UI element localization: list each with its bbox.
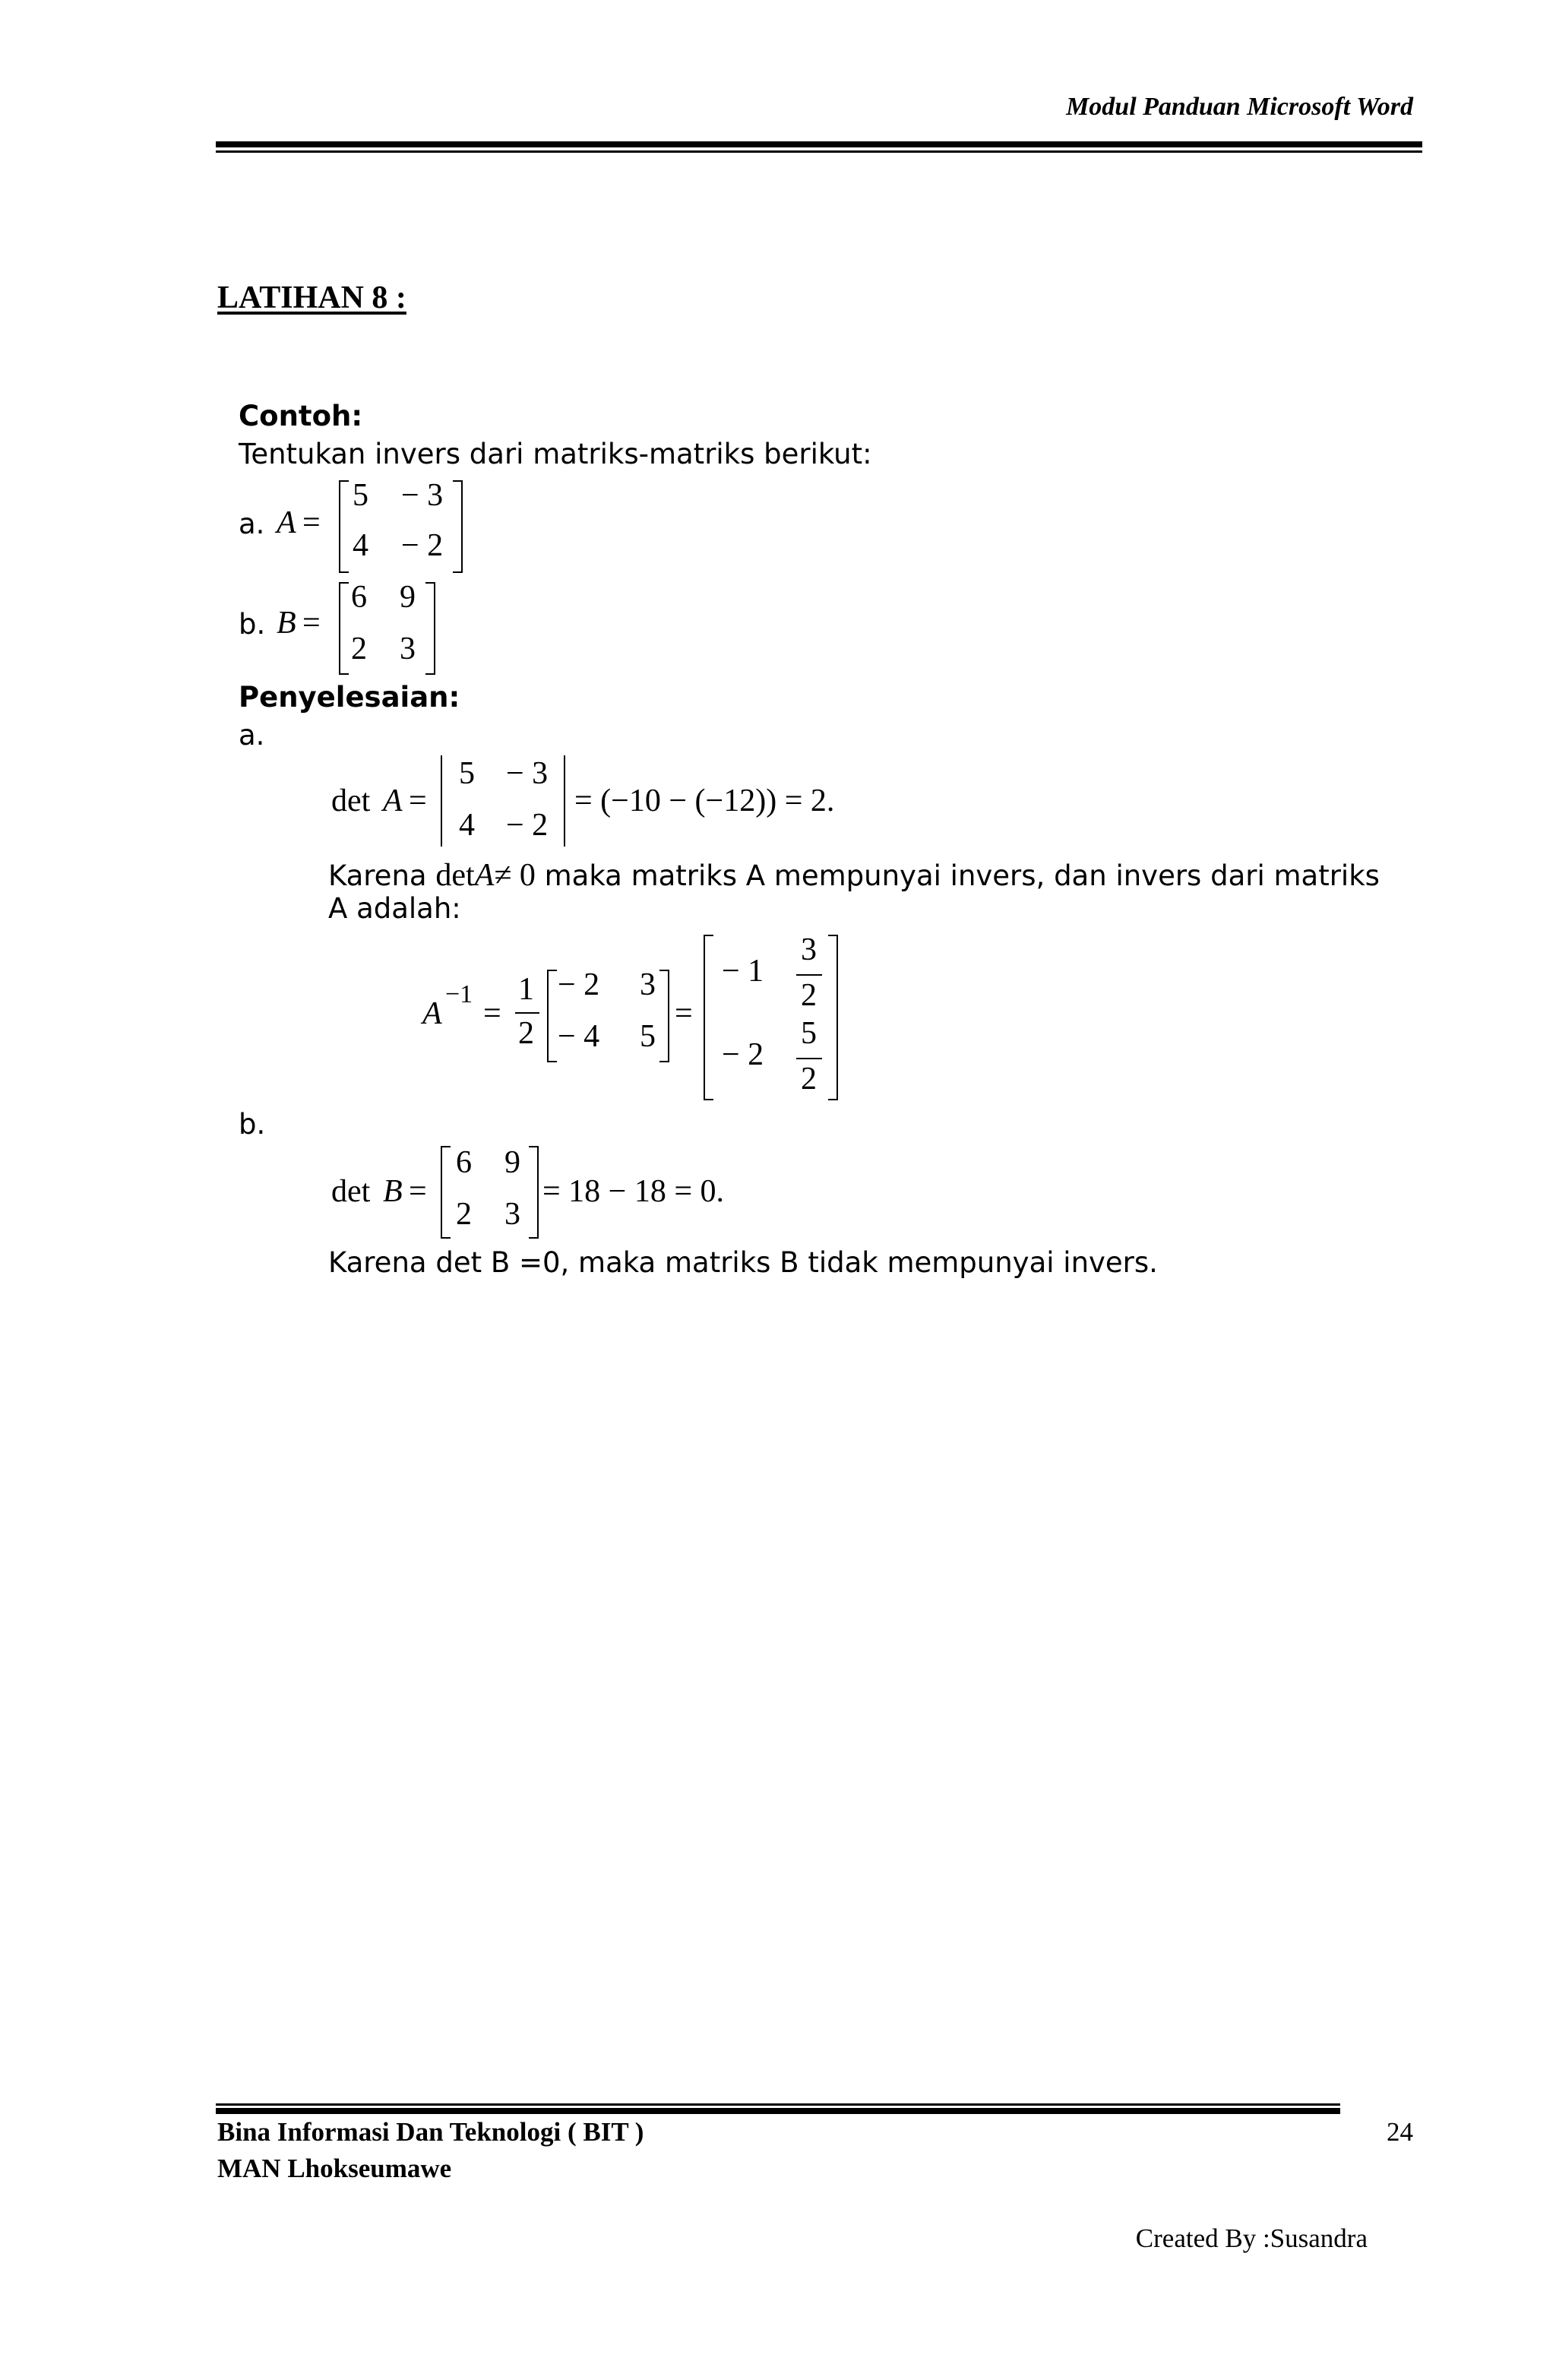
det-b-eq: = xyxy=(409,1174,427,1209)
reason-cond: ≠ 0 xyxy=(494,858,536,893)
inverse-eq: = xyxy=(483,996,501,1031)
matrix-a-right-bracket xyxy=(453,480,463,573)
matrix-b-left-bracket xyxy=(339,582,349,675)
footer-credit: Created By :Susandra xyxy=(1135,2223,1368,2253)
footer-rule-thick xyxy=(216,2108,1340,2114)
det-a-eq: = xyxy=(409,783,427,818)
result-frac-num: 3 xyxy=(801,932,817,967)
adj-right-bracket xyxy=(659,970,669,1062)
item-b-label: b. xyxy=(239,608,266,641)
matrix-b-cell: 3 xyxy=(400,631,416,666)
result-fraction-line xyxy=(796,974,822,976)
matrix-a-cell: 5 xyxy=(353,478,368,513)
matrix-b-cell: 6 xyxy=(351,580,367,615)
matrix-b-name: B xyxy=(277,606,296,641)
matrix-b-cell: 9 xyxy=(400,580,416,615)
adj-cell: − 2 xyxy=(558,967,600,1002)
reason-pre: Karena xyxy=(328,859,427,892)
det-b-cell: 9 xyxy=(504,1145,520,1180)
matrix-a-cell: − 3 xyxy=(401,478,444,513)
det-b-result: = 18 − 18 = 0. xyxy=(542,1174,725,1209)
matrix-a-name: A xyxy=(277,505,296,540)
det-a-text: det xyxy=(331,783,371,818)
det-b-symbol: B xyxy=(383,1174,403,1209)
adj-cell: − 4 xyxy=(558,1019,600,1054)
result-fraction-line xyxy=(796,1058,822,1059)
reason-det: det xyxy=(435,858,475,893)
coef-num: 1 xyxy=(518,972,534,1007)
result-cell: − 2 xyxy=(722,1037,764,1072)
det-a-left-bar xyxy=(441,755,442,847)
footer-org-line1: Bina Informasi Dan Teknologi ( BIT ) xyxy=(217,2117,644,2147)
result-right-bracket xyxy=(828,935,838,1100)
det-b-right-bracket xyxy=(529,1146,539,1239)
page-heading: LATIHAN 8 : xyxy=(217,280,406,315)
header-rule-thick xyxy=(216,141,1422,147)
adj-cell: 3 xyxy=(640,967,656,1002)
matrix-a-eq: = xyxy=(302,505,321,540)
adj-left-bracket xyxy=(547,970,557,1062)
result-frac-den: 2 xyxy=(801,978,817,1013)
reason-post: maka matriks A mempunyai invers, dan invers dari matriks xyxy=(544,859,1380,892)
contoh-label: Contoh: xyxy=(239,400,363,432)
det-b-cell: 2 xyxy=(456,1197,472,1232)
matrix-a-cell: − 2 xyxy=(401,528,444,563)
adj-cell: 5 xyxy=(640,1019,656,1054)
footer-org-line2: MAN Lhokseumawe xyxy=(217,2154,452,2183)
det-a-cell: − 2 xyxy=(506,808,549,843)
result-cell: − 1 xyxy=(722,954,764,989)
coef-den: 2 xyxy=(518,1016,534,1051)
result-eq: = xyxy=(675,996,693,1031)
result-frac-den: 2 xyxy=(801,1062,817,1097)
solution-label: Penyelesaian: xyxy=(239,681,460,714)
det-a-cell: 5 xyxy=(459,756,475,791)
matrix-b-eq: = xyxy=(302,606,321,641)
footer-rule-thin xyxy=(216,2103,1340,2106)
matrix-a-cell: 4 xyxy=(353,528,368,563)
instruction-text: Tentukan invers dari matriks-matriks berikut: xyxy=(239,438,872,470)
det-b-text: det xyxy=(331,1174,371,1209)
item-a-label: a. xyxy=(239,508,265,540)
det-a-cell: − 3 xyxy=(506,756,549,791)
det-a-symbol: A xyxy=(383,783,403,818)
det-b-left-bracket xyxy=(441,1146,451,1239)
matrix-b-cell: 2 xyxy=(351,631,367,666)
solution-b-label: b. xyxy=(239,1108,266,1141)
reason-a-line1 xyxy=(328,857,1380,894)
det-b-cell: 3 xyxy=(504,1197,520,1232)
inverse-symbol: A xyxy=(422,996,442,1031)
inverse-exponent: −1 xyxy=(445,980,473,1008)
det-a-right-bar xyxy=(564,755,565,847)
conclusion-b: Karena det B =0, maka matriks B tidak mempunyai invers. xyxy=(328,1246,1158,1279)
solution-a-label: a. xyxy=(239,719,265,752)
det-b-cell: 6 xyxy=(456,1145,472,1180)
result-left-bracket xyxy=(704,935,713,1100)
det-a-cell: 4 xyxy=(459,808,475,843)
coef-fraction-line xyxy=(515,1012,539,1014)
matrix-a-left-bracket xyxy=(339,480,349,573)
reason-a-symbol: A xyxy=(474,858,495,893)
matrix-b-right-bracket xyxy=(425,582,435,675)
header-rule-thin xyxy=(216,150,1422,153)
det-a-result: = (−10 − (−12)) = 2. xyxy=(574,783,835,818)
header-title: Modul Panduan Microsoft Word xyxy=(1066,93,1413,121)
reason-a-line2: A adalah: xyxy=(328,892,461,925)
page-number: 24 xyxy=(1387,2117,1413,2147)
result-frac-num: 5 xyxy=(801,1016,817,1051)
